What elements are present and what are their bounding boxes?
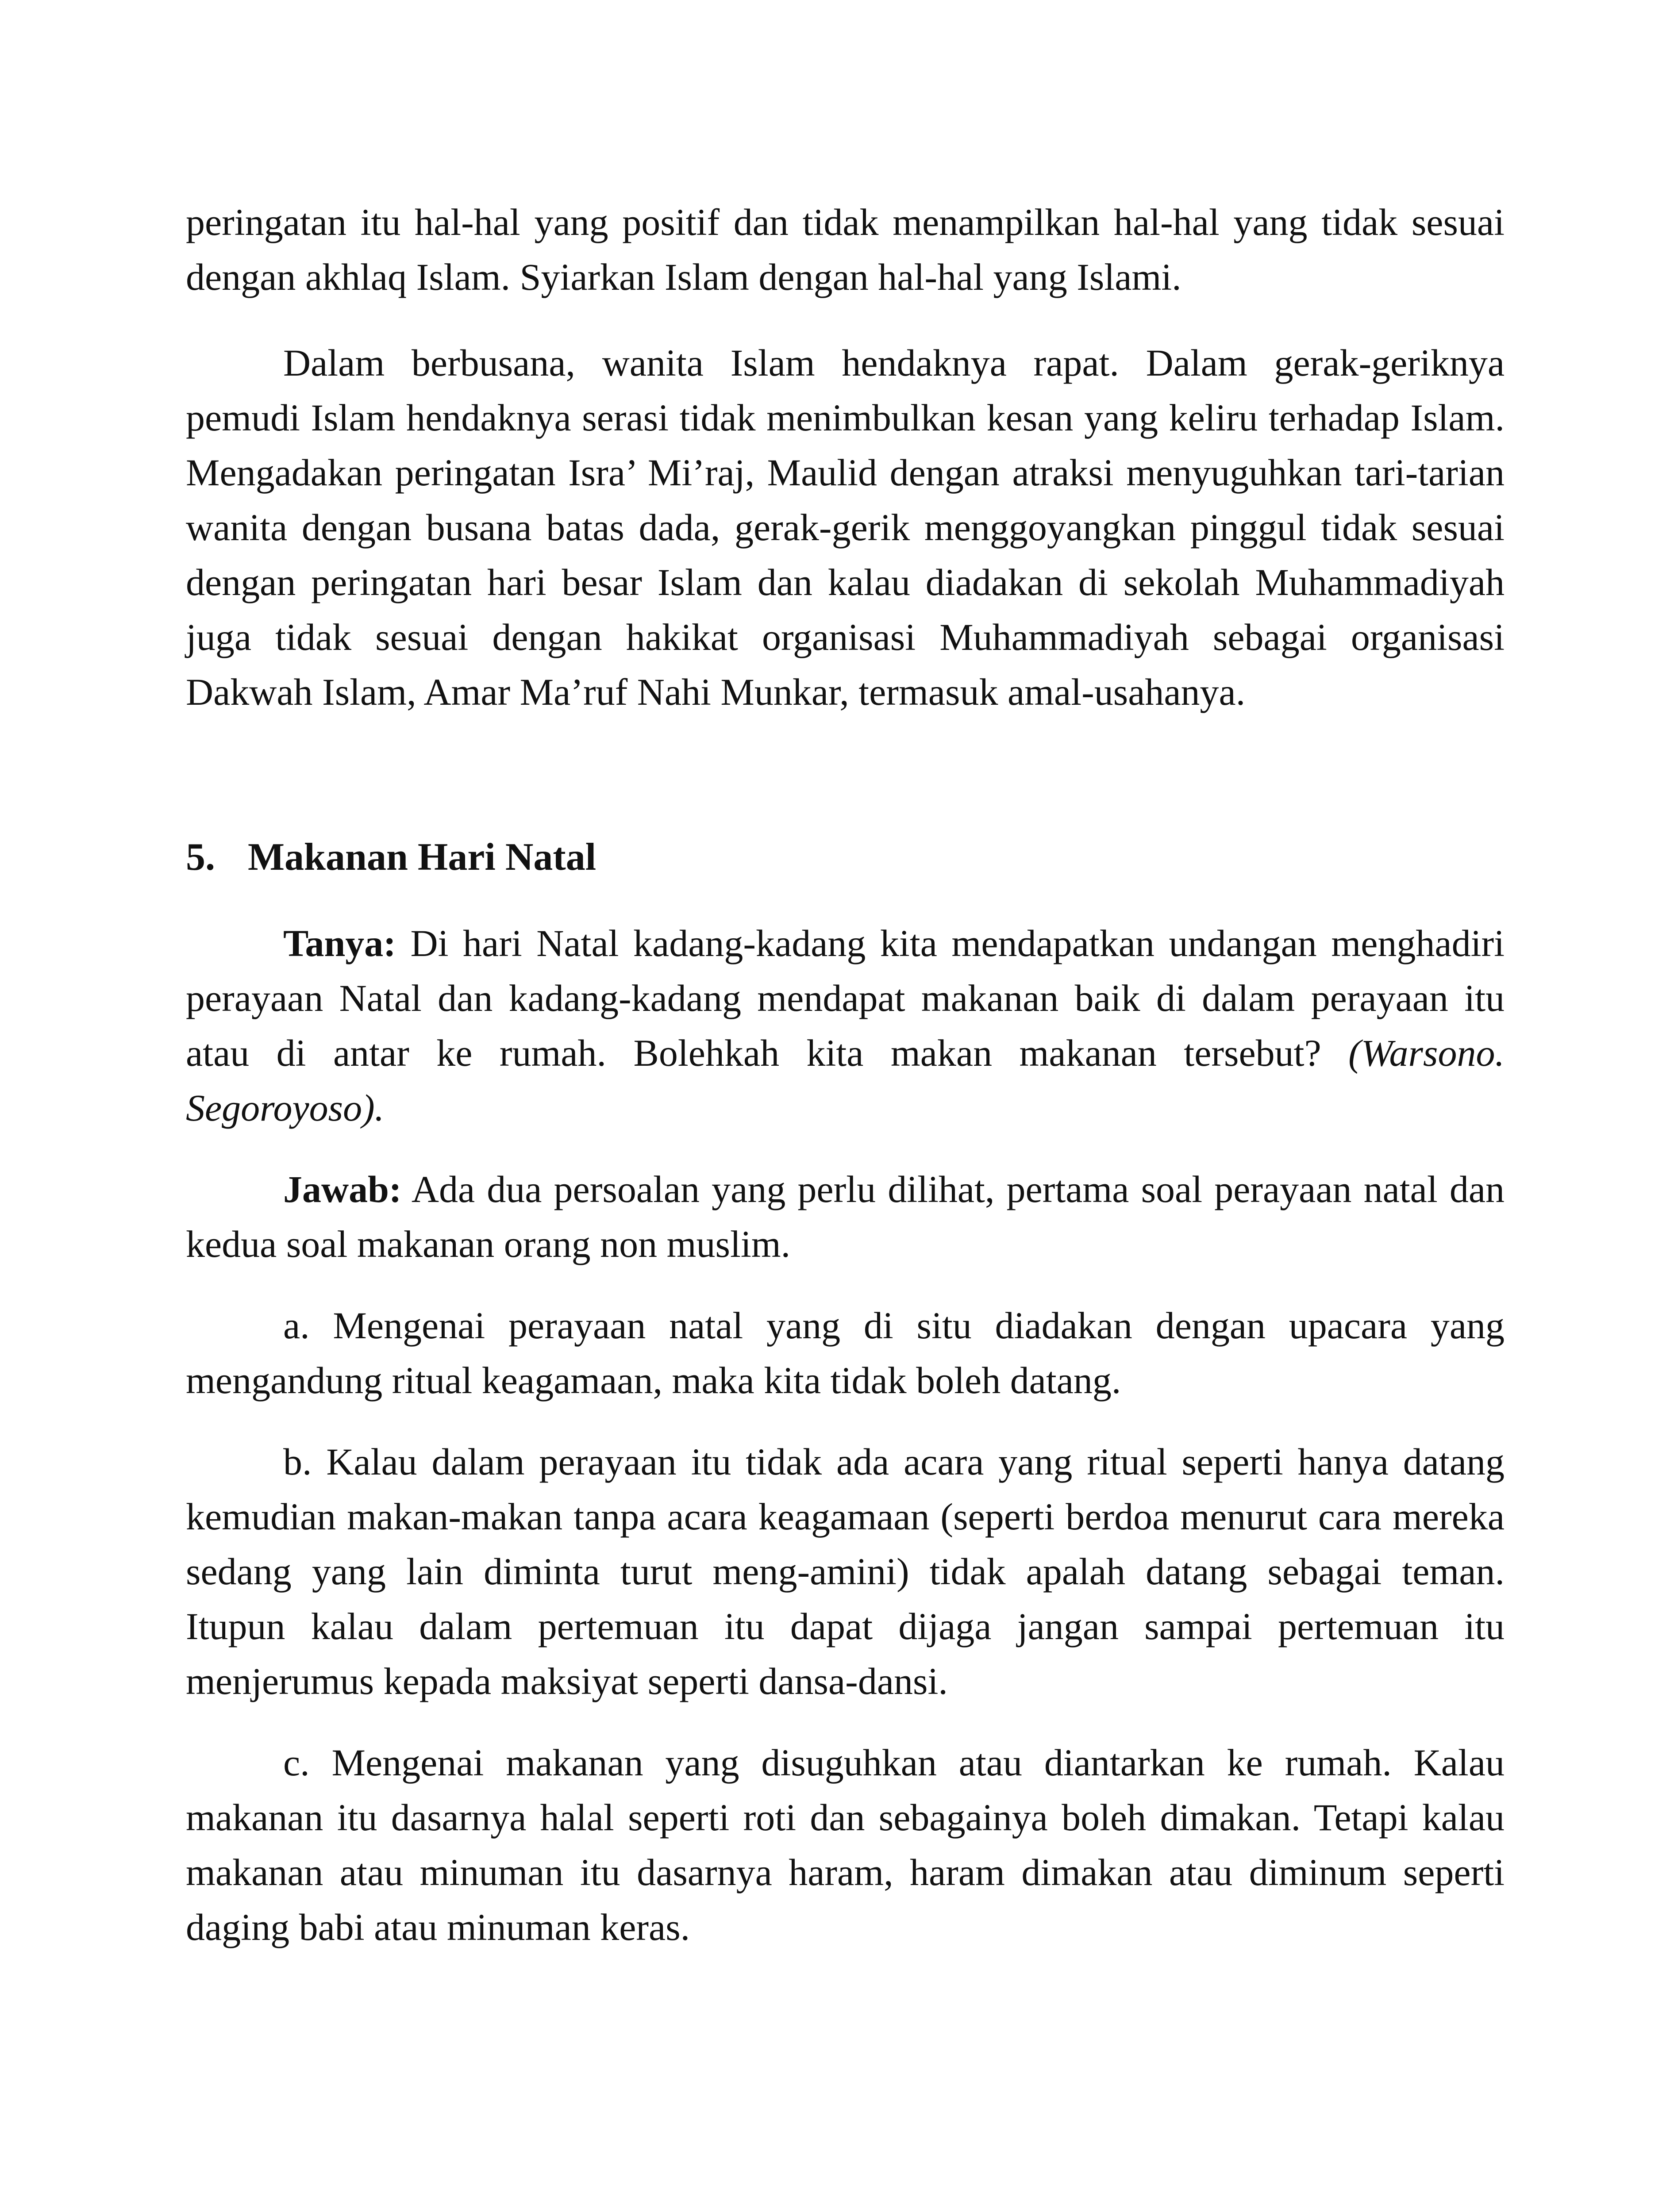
answer-label: Jawab: — [283, 1168, 402, 1210]
section-heading — [186, 830, 1505, 885]
answer-paragraph — [186, 1162, 1505, 1271]
question-label: Tanya: — [283, 922, 396, 964]
answer-point-c: c. Mengenai makanan yang disuguhkan atau diantarkan ke rumah. Kalau makanan itu dasarnya halal seperti roti dan sebagainya boleh dimakan. Tetapi kalau makanan atau minuman itu dasarnya haram, haram dimakan atau diminum seperti daging babi atau minuman keras. — [186, 1741, 1505, 1948]
intro-paragraph-1: peringatan itu hal-hal yang positif dan tidak menampilkan hal-hal yang tidak sesuai dengan akhlaq Islam. Syiarkan Islam dengan hal-hal yang Islami. — [186, 201, 1505, 298]
question-text: Di hari Natal kadang-kadang kita mendapatkan undangan menghadiri perayaan Natal dan kadang-kadang mendapat makanan baik di dalam perayaan itu atau di antar ke rumah. Bolehkah kita makan makanan tersebut? — [186, 922, 1505, 1074]
section-number: 5. — [186, 836, 215, 879]
intro-paragraph-2: Dalam berbusana, wanita Islam hendaknya rapat. Dalam gerak-geriknya pemudi Islam hendaknya serasi tidak menimbulkan kesan yang keliru terhadap Islam. Mengadakan peringatan Isra’ Mi’raj, Maulid dengan atraksi menyuguhkan tari-tarian wanita dengan busana batas dada, gerak-gerik menggoyangkan pinggul tidak sesuai dengan peringatan hari besar Islam dan kalau diadakan di sekolah Muhammadiyah juga tidak sesuai dengan hakikat organisasi Muhammadiyah sebagai organisasi Dakwah Islam, Amar Ma’ruf Nahi Munkar, termasuk amal-usahanya. — [186, 342, 1505, 713]
section-title: Makanan Hari Natal — [248, 836, 596, 879]
question-source: (Warsono. Segoroyoso). — [186, 1032, 1505, 1129]
answer-point-a: a. Mengenai perayaan natal yang di situ diadakan dengan upacara yang mengandung ritual keagamaan, maka kita tidak boleh datang. — [186, 1304, 1505, 1402]
page-body — [186, 195, 1505, 1955]
answer-text: Ada dua persoalan yang perlu dilihat, pertama soal perayaan natal dan kedua soal makanan orang non muslim. — [186, 1168, 1505, 1265]
answer-point-b: b. Kalau dalam perayaan itu tidak ada acara yang ritual seperti hanya datang kemudian makan-makan tanpa acara keagamaan (seperti berdoa menurut cara mereka sedang yang lain diminta turut meng-amini) tidak apalah datang sebagai teman. Itupun kalau dalam pertemuan itu dapat dijaga jangan sampai pertemuan itu menjerumus kepada maksiyat seperti dansa-dansi. — [186, 1440, 1505, 1702]
question-paragraph — [186, 916, 1505, 1135]
